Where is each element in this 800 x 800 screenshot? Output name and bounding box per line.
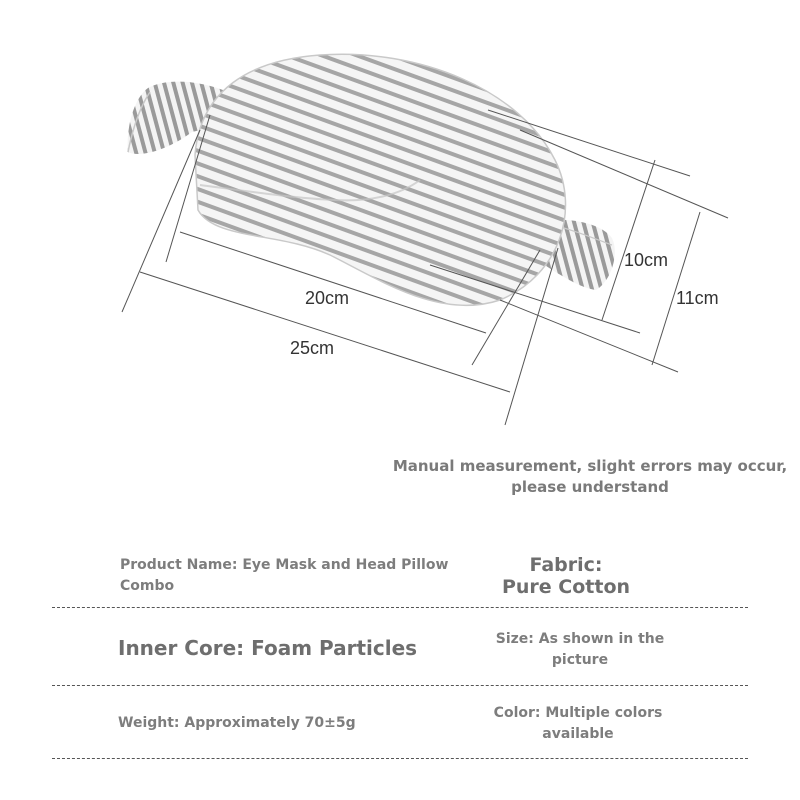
dimension-label-25cm: 25cm — [290, 338, 335, 358]
spec-fabric-line2: Pure Cotton — [501, 576, 631, 598]
measurement-note-line2: please understand — [511, 478, 669, 496]
measurement-note — [380, 456, 800, 498]
spec-size-line1: Size: As shown in the — [495, 631, 665, 647]
divider-1 — [52, 607, 748, 608]
spec-fabric — [496, 554, 636, 598]
eye-mask-image — [128, 40, 615, 330]
dimension-label-11cm: 11cm — [676, 288, 719, 308]
spec-color — [478, 703, 678, 745]
spec-weight: Weight: Approximately 70±5g — [118, 715, 356, 731]
spec-product-name — [120, 555, 480, 597]
spec-size-line2: picture — [551, 652, 609, 668]
divider-2 — [52, 685, 748, 686]
divider-3 — [52, 758, 748, 759]
spec-product-name-line1: Product Name: Eye Mask and Head Pillow — [120, 557, 449, 573]
dimension-label-20cm: 20cm — [305, 288, 350, 308]
spec-product-name-line2: Combo — [120, 578, 175, 594]
spec-fabric-line1: Fabric: — [529, 554, 603, 576]
spec-color-line2: available — [542, 726, 614, 742]
spec-size — [480, 629, 680, 671]
measurement-note-line1: Manual measurement, slight errors may occur, — [392, 457, 788, 475]
dimension-label-10cm: 10cm — [624, 250, 669, 270]
spec-inner-core: Inner Core: Foam Particles — [118, 636, 418, 660]
spec-color-line1: Color: Multiple colors — [493, 705, 663, 721]
